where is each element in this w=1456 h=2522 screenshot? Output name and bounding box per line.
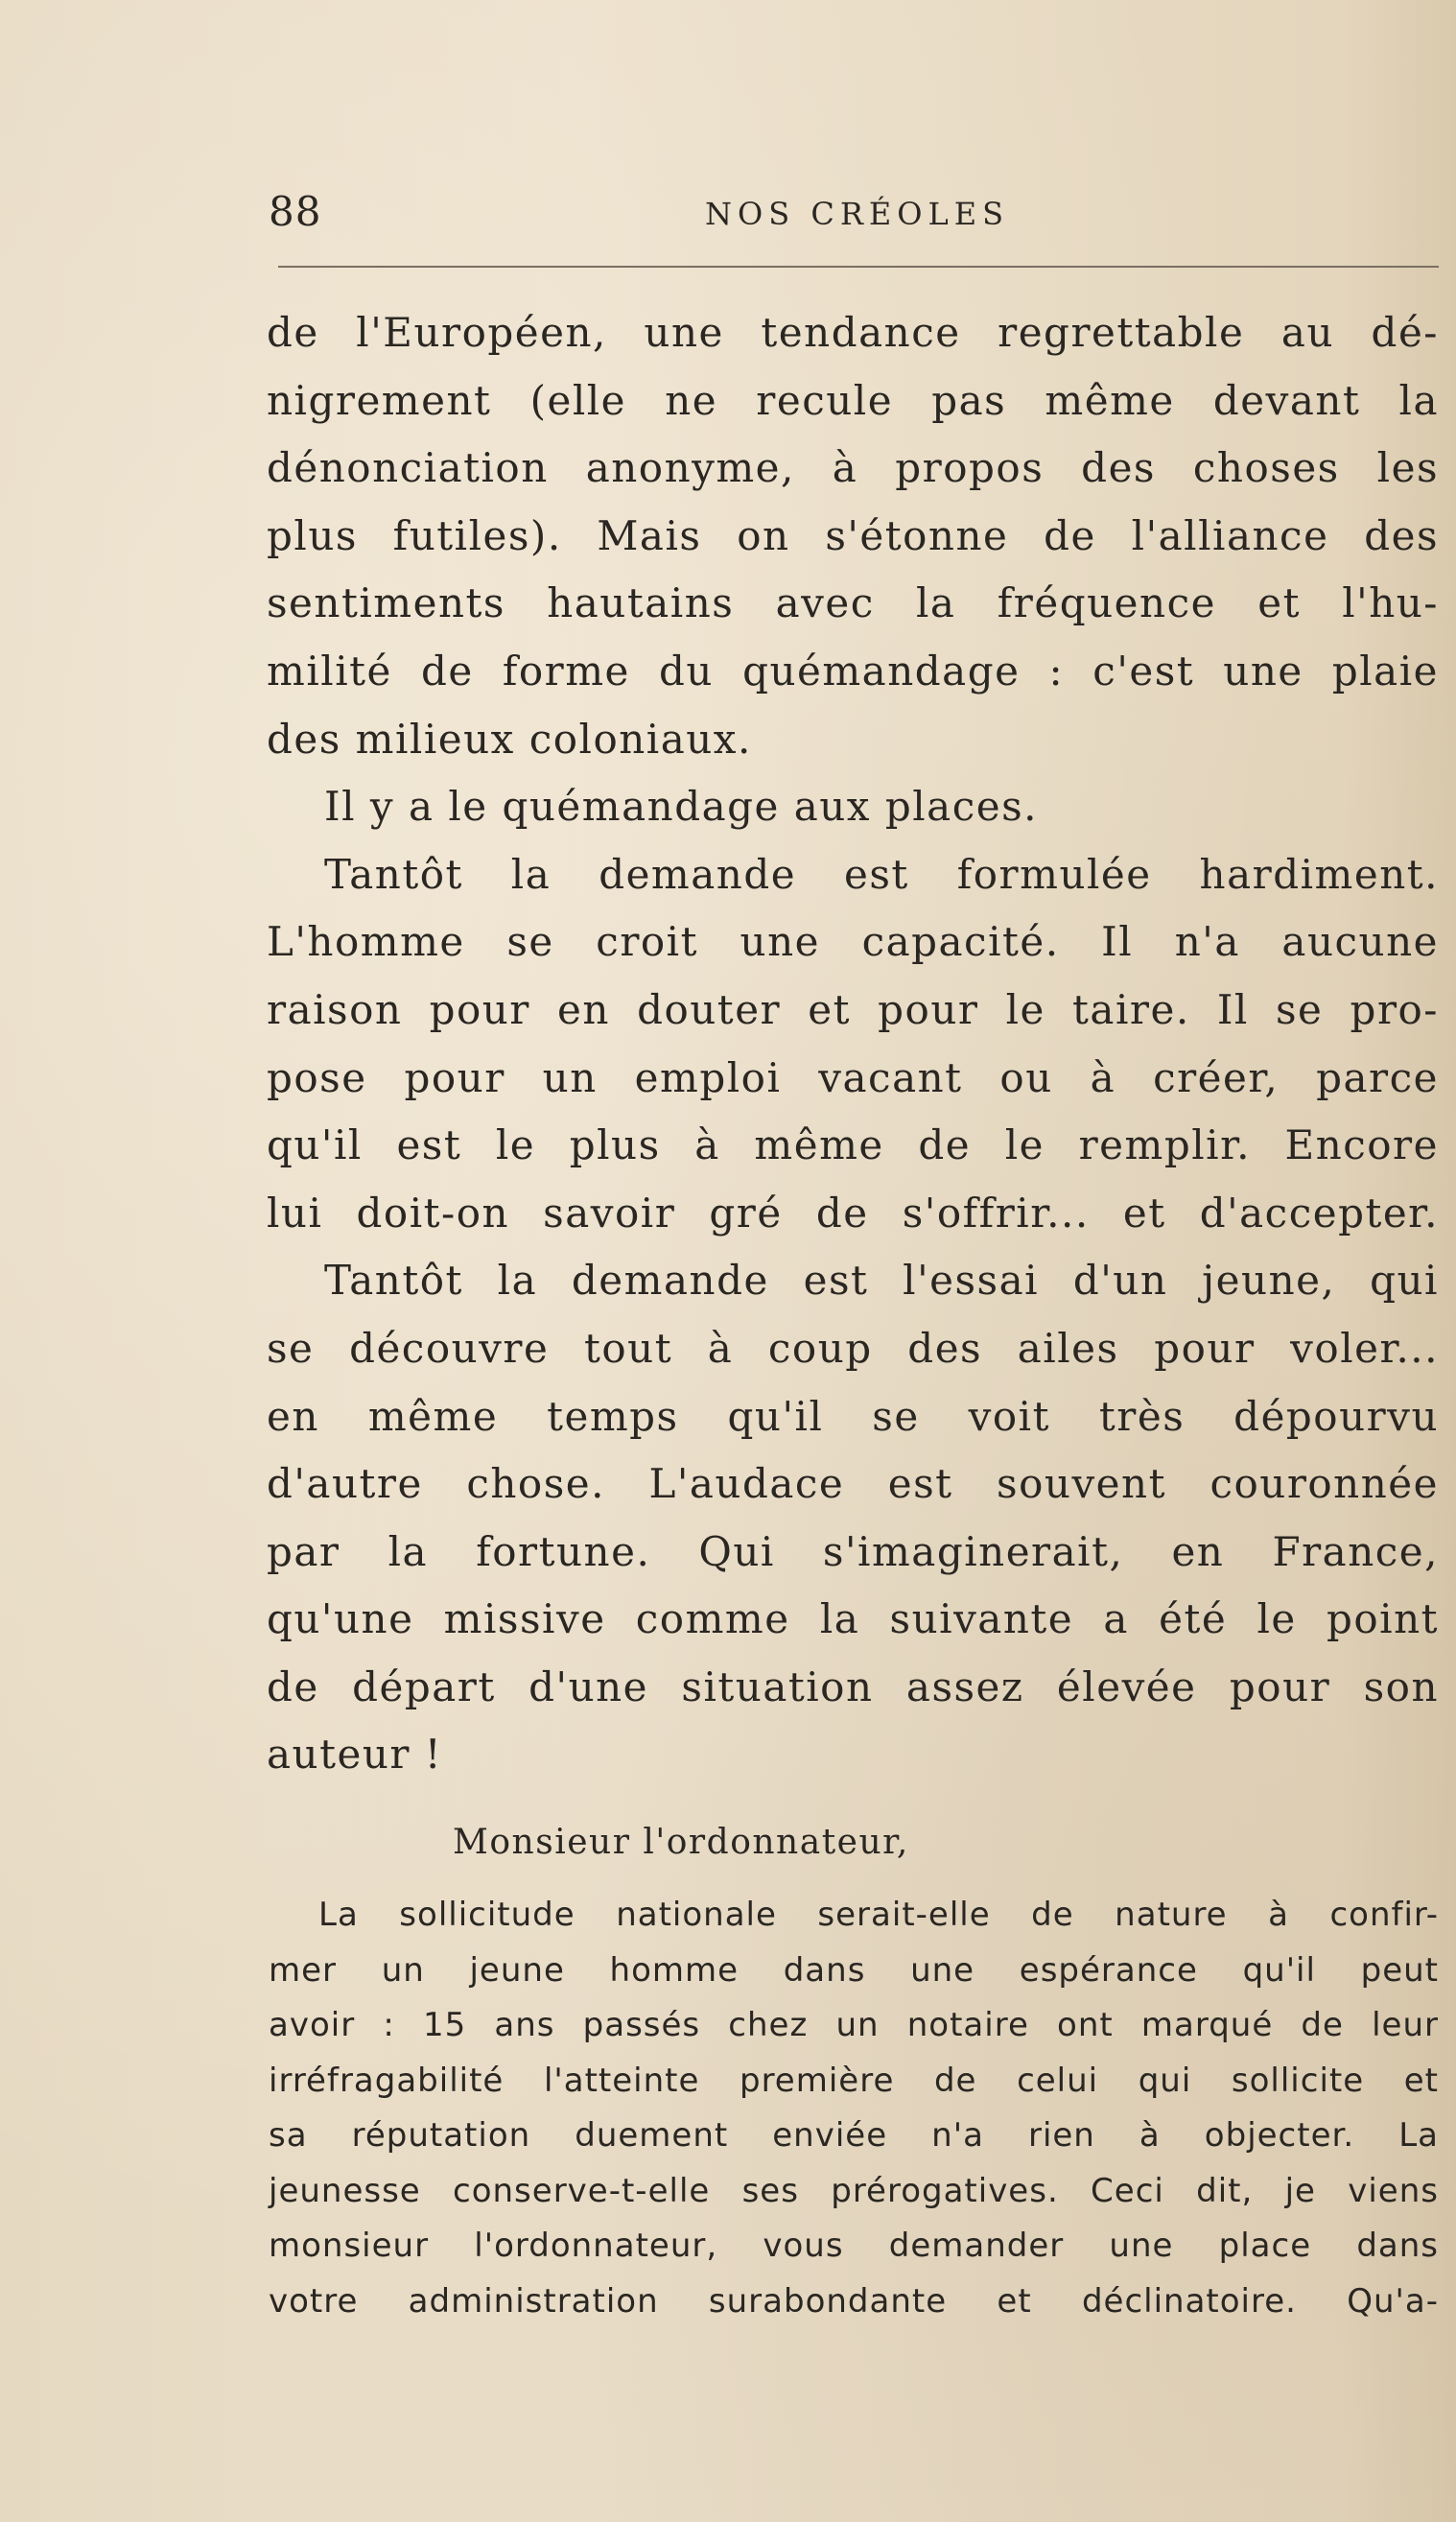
letter-line: jeunesse conserve-t-elle ses prérogatives. Ceci dit, je viens xyxy=(269,2171,1439,2210)
text-line: lui doit-on savoir gré de s'offrir... et d'accepter. xyxy=(267,1189,1439,1237)
text-line: des milieux coloniaux. xyxy=(267,715,752,763)
text-line: qu'une missive comme la suivante a été le point xyxy=(267,1595,1439,1643)
page-header xyxy=(269,188,1439,246)
letter-line: avoir : 15 ans passés chez un notaire ont marqué de leur xyxy=(269,2006,1439,2044)
text-line: par la fortune. Qui s'imaginerait, en France, xyxy=(267,1527,1439,1575)
letter-line: monsieur l'ordonnateur, vous demander une place dans xyxy=(269,2227,1439,2265)
text-line: dénonciation anonyme, à propos des choses les xyxy=(267,444,1439,492)
text-line: Tantôt la demande est formulée hardiment. xyxy=(324,850,1439,898)
letter-salutation: Monsieur l'ordonnateur, xyxy=(453,1823,909,1862)
letter-line: votre administration surabondante et déclinatoire. Qu'a- xyxy=(269,2281,1439,2321)
letter-line: sa réputation duement enviée n'a rien à objecter. La xyxy=(269,2116,1439,2155)
header-rule xyxy=(278,266,1439,268)
text-line: de départ d'une situation assez élevée pour son xyxy=(267,1662,1439,1710)
letter-line: irréfragabilité l'atteinte première de celui qui sollicite et xyxy=(269,2061,1439,2100)
text-line: Il y a le quémandage aux places. xyxy=(324,783,1038,831)
text-line: plus futiles). Mais on s'étonne de l'alliance des xyxy=(267,511,1439,559)
letter-line: mer un jeune homme dans une espérance qu'il peut xyxy=(269,1950,1439,1990)
text-line: milité de forme du quémandage : c'est une plaie xyxy=(267,647,1439,695)
text-line: L'homme se croit une capacité. Il n'a aucune xyxy=(267,918,1439,966)
text-line: raison pour en douter et pour le taire. Il se pro- xyxy=(267,985,1439,1033)
text-line: en même temps qu'il se voit très dépourvu xyxy=(267,1392,1439,1440)
running-title: NOS CRÉOLES xyxy=(705,196,1010,232)
letter-line: La sollicitude nationale serait-elle de nature à confir- xyxy=(318,1896,1439,1934)
text-line: d'autre chose. L'audace est souvent couronnée xyxy=(267,1460,1439,1508)
text-line: qu'il est le plus à même de le remplir. Encore xyxy=(267,1121,1439,1169)
text-line: nigrement (elle ne recule pas même devant la xyxy=(267,376,1439,424)
text-line: sentiments hautains avec la fréquence et l'hu- xyxy=(267,579,1439,627)
text-line: pose pour un emploi vacant ou à créer, parce xyxy=(267,1053,1439,1101)
text-line: de l'Européen, une tendance regrettable au dé- xyxy=(267,309,1439,356)
body-text xyxy=(267,299,1439,1789)
text-line: Tantôt la demande est l'essai d'un jeune, qui xyxy=(324,1257,1439,1305)
text-line: auteur ! xyxy=(267,1731,443,1779)
text-line: se découvre tout à coup des ailes pour voler... xyxy=(267,1324,1439,1372)
letter-text xyxy=(269,1888,1439,2329)
page-number: 88 xyxy=(269,188,322,235)
